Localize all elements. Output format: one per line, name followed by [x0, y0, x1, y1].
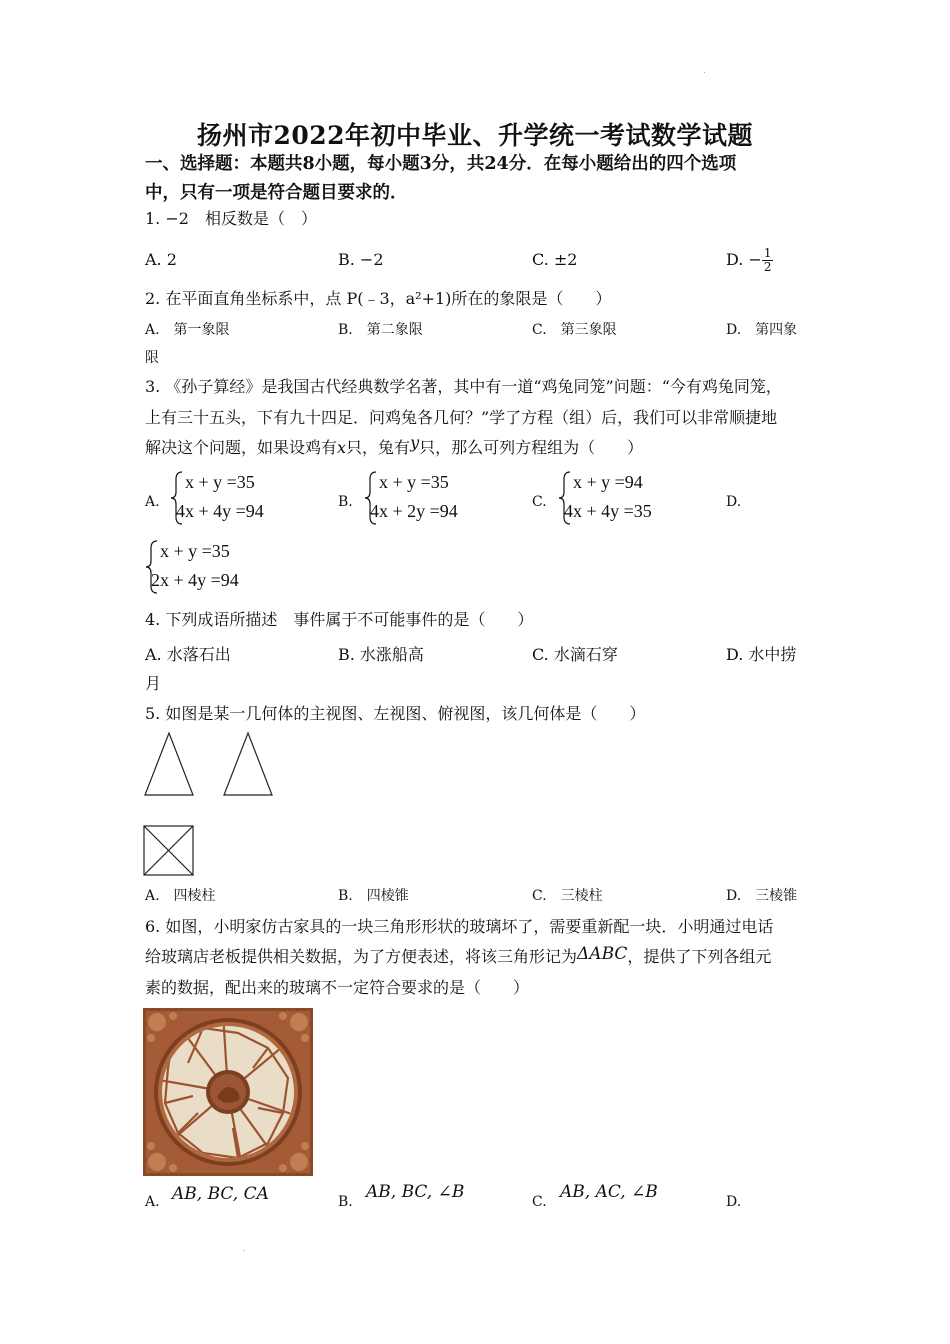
q5-option-c: C. 三棱柱: [532, 888, 603, 904]
q5-stem: 5. 如图是某一几何体的主视图、左视图、俯视图，该几何体是（ ）: [145, 704, 646, 723]
q5-option-b: B. 四棱锥: [338, 888, 409, 904]
q3-line3-pre: 解决这个问题，如果设鸡有: [145, 438, 338, 457]
q6-line1: 6. 如图，小明家仿古家具的一块三角形形状的玻璃坏了，需要重新配一块．小明通过电话: [145, 917, 774, 936]
q6-option-d-label: D.: [726, 1194, 742, 1210]
q1-option-a: A. 2: [145, 250, 177, 269]
furniture-glass-photo: [143, 1008, 313, 1176]
q1-option-d: [726, 246, 773, 274]
q3-line1: 3. 《孙子算经》是我国古代经典数学名著，其中有一道“鸡兔同笼”问题：“今有鸡兔同笼，: [145, 377, 782, 396]
q2-option-a: A. 第一象限: [145, 322, 230, 338]
q3-option-a-label: A.: [145, 494, 160, 510]
q6-line2-post: ，提供了下列各组元: [627, 947, 772, 966]
q3-option-b-eq1: x + y =35: [379, 472, 449, 492]
q4-option-c: C. 水滴石穿: [532, 645, 618, 664]
fraction: [762, 247, 774, 274]
q4-option-b: B. 水涨船高: [338, 645, 424, 664]
q2-option-d: D. 第四象: [726, 322, 798, 338]
q3-option-a-eq2: 4x + 4y =94: [176, 501, 264, 521]
q2-option-b: B. 第二象限: [338, 322, 423, 338]
q5-option-d: D. 三棱锥: [726, 888, 798, 904]
section-heading: [145, 150, 815, 208]
q6-option-b: AB, BC, ∠B: [366, 1182, 465, 1202]
q3-option-c-label: C.: [532, 494, 547, 510]
q1-option-c: C. ±2: [532, 250, 578, 269]
section-heading-line1: 一、选择题：本题共8小题，每小题3分，共24分．在每小题给出的四个选项: [145, 154, 737, 174]
q3-option-c-eq1: x + y =94: [573, 472, 643, 492]
q6-line2-pre: 给玻璃店老板提供相关数据，为了方便表述，将该三角形记为: [145, 947, 578, 966]
q3-option-b-label: B.: [338, 494, 353, 510]
section-heading-line2: 中，只有一项是符合题目要求的．: [145, 183, 408, 203]
front-view-triangle: [143, 731, 195, 797]
var-x: x: [337, 438, 347, 457]
scan-dot: .: [703, 66, 706, 75]
q3-option-d-eq2: 2x + 4y =94: [151, 570, 239, 590]
fraction-denominator: 2: [763, 260, 772, 274]
q6-option-a: AB, BC, CA: [172, 1184, 269, 1204]
q3-option-d-eq1: x + y =35: [160, 541, 230, 561]
q2-stem: 2. 在平面直角坐标系中，点 P(﹣3，a²+1)所在的象限是（ ）: [145, 289, 612, 308]
var-y: y: [410, 433, 420, 452]
q2-option-d-wrap: 限: [145, 350, 159, 366]
q6-option-c-label: C.: [532, 1194, 547, 1210]
q6-option-a-label: A.: [145, 1194, 160, 1210]
q3-option-d-label: D.: [726, 494, 742, 510]
q4-option-a: A. 水落石出: [145, 645, 231, 664]
q2-option-c: C. 第三象限: [532, 322, 617, 338]
fraction-numerator: 1: [763, 246, 772, 260]
q3-line3: [145, 434, 643, 462]
q4-option-d-wrap: 月: [145, 674, 162, 693]
q3-line2: 上有三十五头，下有九十四足．问鸡兔各几何？”学了方程（组）后，我们可以非常顺捷地: [145, 408, 778, 427]
q6-line3: 素的数据，配出来的玻璃不一定符合要求的是（ ）: [145, 978, 530, 997]
q6-option-b-label: B.: [338, 1194, 353, 1210]
triangle-symbol: ΔABC: [577, 944, 628, 964]
q3-line3-post: 只，那么可列方程组为（ ）: [419, 438, 644, 457]
q5-option-a: A. 四棱柱: [145, 888, 216, 904]
q4-stem: 4. 下列成语所描述 事件属于不可能事件的是（ ）: [145, 610, 534, 629]
scan-dot: .: [243, 1244, 246, 1253]
q3-option-c-eq2: 4x + 4y =35: [564, 501, 652, 521]
q4-option-d: D. 水中捞: [726, 645, 797, 664]
q3-line3-mid: 只，兔有: [346, 438, 411, 457]
q3-option-b-eq2: 4x + 2y =94: [370, 501, 458, 521]
q1-stem: 1. −2 相反数是（ ）: [145, 209, 317, 228]
page-title: 扬州市2022年初中毕业、升学统一考试数学试题: [196, 121, 754, 150]
left-view-triangle: [222, 731, 274, 797]
q6-line2: [145, 943, 771, 971]
top-view-square: [143, 825, 195, 877]
q6-option-c: AB, AC, ∠B: [560, 1182, 658, 1202]
q1-option-b: B. −2: [338, 250, 384, 269]
q3-option-a-eq1: x + y =35: [185, 472, 255, 492]
q1-option-d-prefix: D. −: [726, 250, 762, 269]
